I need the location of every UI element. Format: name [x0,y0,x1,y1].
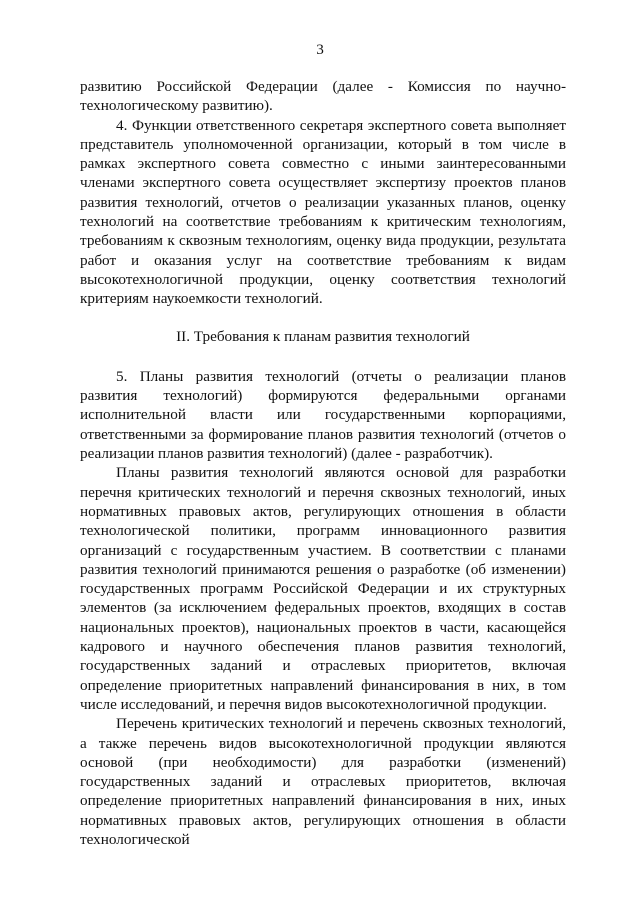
paragraph-continuation: развитию Российской Федерации (далее - Комиссия по научно-технологическому развитию). [80,78,566,115]
paragraph-plans-basis: Планы развития технологий являются основой для разработки перечня критических технологий и перечня сквозных технологий, иных нормативных правовых актов, регулирующих отношения в области технологической политики, программ инновационного развития организаций с государственным участием. В соответствии с планами развития технологий принимаются решения о разработке (об изменении) государственных программ Российской Федерации и их структурных элементов (за исключением федеральных проектов, входящих в состав национальных проектов), национальных проектов в части, касающейся кадрового и научного обеспечения планов развития технологий, государственных заданий и отраслевых приоритетов, включая определение приоритетных направлений финансирования в них, в том числе исследований, и перечня видов высокотехнологичной продукции. [80,464,566,713]
section-heading: II. Требования к планам развития технологий [176,327,470,345]
document-body [80,77,566,849]
paragraph-lists-basis: Перечень критических технологий и перечень сквозных технологий, а также перечень видов высокотехнологичной продукции являются основой (при необходимости) для разработки (изменений) государственных заданий и отраслевых приоритетов, включая определение приоритетных направлений финансирования в них, иных нормативных правовых актов, регулирующих отношения в области технологической [80,715,566,848]
page-number: 3 [316,41,324,58]
paragraph-item-5: 5. Планы развития технологий (отчеты о реализации планов развития технологий) формируются федеральными органами исполнительной власти или государственными корпорациями, ответственными за формирование планов развития технологий (отчетов о реализации планов развития технологий) (далее - разработчик). [80,367,566,463]
paragraph-item-4: 4. Функции ответственного секретаря экспертного совета выполняет представитель уполномоченной организации, который в том числе в рамках экспертного совета совместно с иными заинтересованными членами экспертного совета осуществляет экспертизу проектов планов развития технологий, отчетов о реализации указанных планов, оценку технологий на соответствие требованиям к критическим технологиям, требованиям к сквозным технологиям, оценку вида продукции, результата работ и оказания услуг на соответствие требованиям к видам высокотехнологичной продукции, оценку соответствия технологий критериям наукоемкости технологий. [80,116,566,308]
